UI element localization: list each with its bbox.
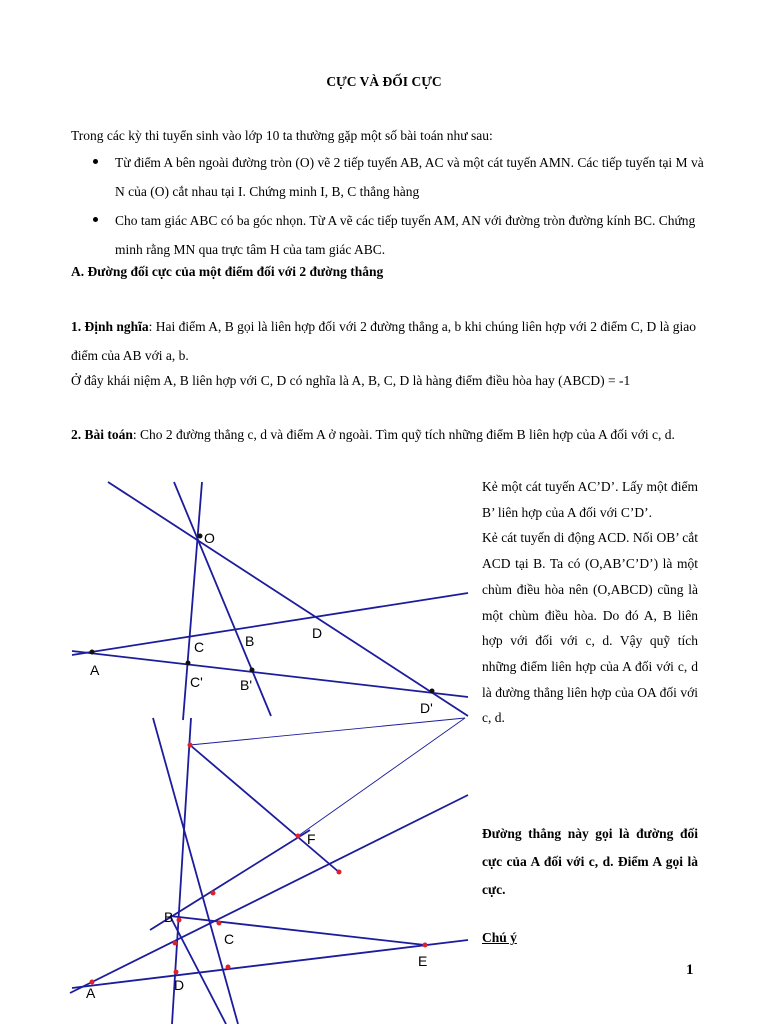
- list-item: Từ điểm A bên ngoài đường tròn (O) vẽ 2 tiếp tuyến AB, AC và một cát tuyến AMN. Các tiếp tuyến tại M và N của (O) cắt nhau tại I. Chứng minh I, B, C thẳng hàng: [71, 148, 711, 206]
- section-heading: A. Đường đối cực của một điểm đối với 2 đường thẳng: [71, 264, 384, 279]
- point-b2: [250, 668, 255, 673]
- intro-paragraph: Trong các kỳ thi tuyển sinh vào lớp 10 ta thường gặp một số bài toán như sau:: [71, 128, 493, 143]
- figure-polar-labels: [90, 530, 433, 716]
- point: [188, 743, 193, 748]
- label-o: O: [204, 530, 215, 546]
- solution-paragraph: Kẻ một cát tuyến AC’D’. Lấy một điểm B’ liên hợp của A đối với C’D’.: [482, 479, 698, 520]
- label-d-prime: D': [420, 700, 433, 716]
- point-e: [423, 943, 428, 948]
- label-d: D: [174, 977, 185, 993]
- list-item: Cho tam giác ABC có ba góc nhọn. Từ A vẽ các tiếp tuyến AM, AN với đường tròn đường kính BC. Chứng minh rằng MN qua trực tâm H của tam giác ABC.: [71, 206, 711, 264]
- line: [190, 745, 340, 873]
- point-f: [296, 834, 301, 839]
- definition-label: 1. Định nghĩa: [71, 319, 149, 334]
- figure-polar-lines: [72, 482, 468, 720]
- figure-quadrilateral-lines: [70, 718, 468, 1024]
- label-c-prime: C': [190, 674, 203, 690]
- label-e: E: [418, 953, 428, 969]
- problem-text: : Cho 2 đường thẳng c, d và điểm A ở ngoài. Tìm quỹ tích những điểm B liên hợp của A đối với c, d.: [132, 427, 675, 442]
- label-f: F: [307, 831, 316, 847]
- figure-quadrilateral-labels: [86, 831, 427, 1001]
- secant-acd: [72, 593, 468, 655]
- point: [226, 965, 231, 970]
- point-b: [177, 918, 182, 923]
- point-d2: [430, 689, 435, 694]
- label-b: B: [164, 909, 174, 925]
- note-heading: Chú ý: [482, 930, 517, 945]
- label-d: D: [312, 625, 323, 641]
- label-a: A: [86, 985, 96, 1001]
- secant-ac2d2: [72, 651, 468, 697]
- point: [211, 891, 216, 896]
- point: [337, 870, 342, 875]
- point-a: [90, 650, 95, 655]
- label-c: C: [224, 931, 235, 947]
- figure-quadrilateral-points: [90, 743, 428, 985]
- label-a: A: [90, 662, 100, 678]
- solution-paragraph: Kẻ cát tuyến di động ACD. Nối OB’ cắt ACD tại B. Ta có (O,AB’C’D’) là một chùm điều hòa nên (O,ABCD) cũng là một chùm điều hòa. Do đó A, B liên hợp với đối với c, d. Vậy quỹ tích những điểm liên hợp của A đối với c, d là đường thẳng liên hợp của OA đối với c, d.: [482, 530, 698, 726]
- line: [190, 718, 465, 745]
- point-a: [90, 980, 95, 985]
- line: [170, 916, 425, 945]
- definition-text: : Hai điểm A, B gọi là liên hợp đối với 2 đường thẳng a, b khi chúng liên hợp với 2 điểm C, D là giao điểm của AB với a, b.: [71, 319, 696, 363]
- line: [72, 940, 468, 988]
- label-c: C: [194, 639, 205, 655]
- page-number: 1: [686, 962, 694, 978]
- line-c: [108, 482, 468, 716]
- point-d: [174, 970, 179, 975]
- page-title: CỰC VÀ ĐỐI CỰC: [326, 74, 442, 89]
- line: [298, 718, 465, 836]
- line-d: [174, 482, 271, 716]
- point: [173, 941, 178, 946]
- point-c: [217, 921, 222, 926]
- problem-label: 2. Bài toán: [71, 427, 133, 442]
- figure-polar-points: [90, 534, 435, 694]
- label-b-prime: B': [240, 677, 253, 693]
- label-b: B: [245, 633, 255, 649]
- line: [153, 718, 238, 1024]
- point-c2: [186, 661, 191, 666]
- polar-definition-note: Đường thẳng này gọi là đường đối cực của A đối với c, d. Điểm A gọi là cực.: [482, 826, 698, 897]
- point-o: [198, 534, 203, 539]
- line: [150, 830, 310, 930]
- definition-note: Ở đây khái niệm A, B liên hợp với C, D có nghĩa là A, B, C, D là hàng điểm điều hòa hay (ABCD) = -1: [71, 373, 631, 388]
